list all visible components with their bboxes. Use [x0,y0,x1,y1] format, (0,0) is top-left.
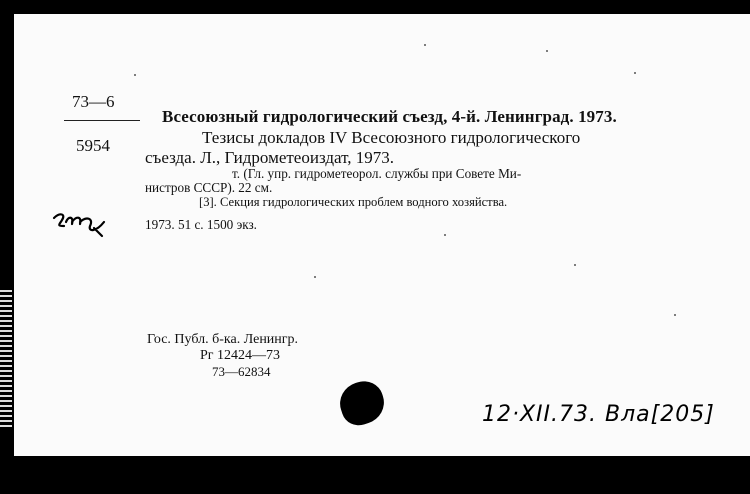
record-number-1: Рг 12424—73 [200,348,281,363]
handwritten-date: 12·XII.73. Вла[205] [482,402,715,427]
library-name: Гос. Публ. б-ка. Ленингр. [147,332,299,347]
call-number-divider [64,120,140,121]
entry-heading: Всесоюзный гидрологический съезд, 4-й. Ленинград. 1973. [162,107,617,126]
series-line-1: т. (Гл. упр. гидрометеорол. службы при Совете Ми- [232,166,522,181]
part-line-1: [3]. Секция гидрологических проблем водного хозяйства. [199,195,508,209]
call-number-top: 73—6 [72,92,115,111]
part-line-2: 1973. 51 с. 1500 экз. [145,217,257,232]
call-number-bottom: 5954 [76,136,110,155]
handwritten-mark [50,210,114,240]
title-line-1: Тезисы докладов IV Всесоюзного гидрологического [202,128,581,147]
title-line-2: съезда. Л., Гидрометеоиздат, 1973. [145,148,395,167]
record-number-2: 73—62834 [212,364,271,379]
catalog-card [14,14,750,456]
series-line-2: нистров СССР). 22 см. [145,180,273,195]
scan-edge-strip [0,290,12,430]
